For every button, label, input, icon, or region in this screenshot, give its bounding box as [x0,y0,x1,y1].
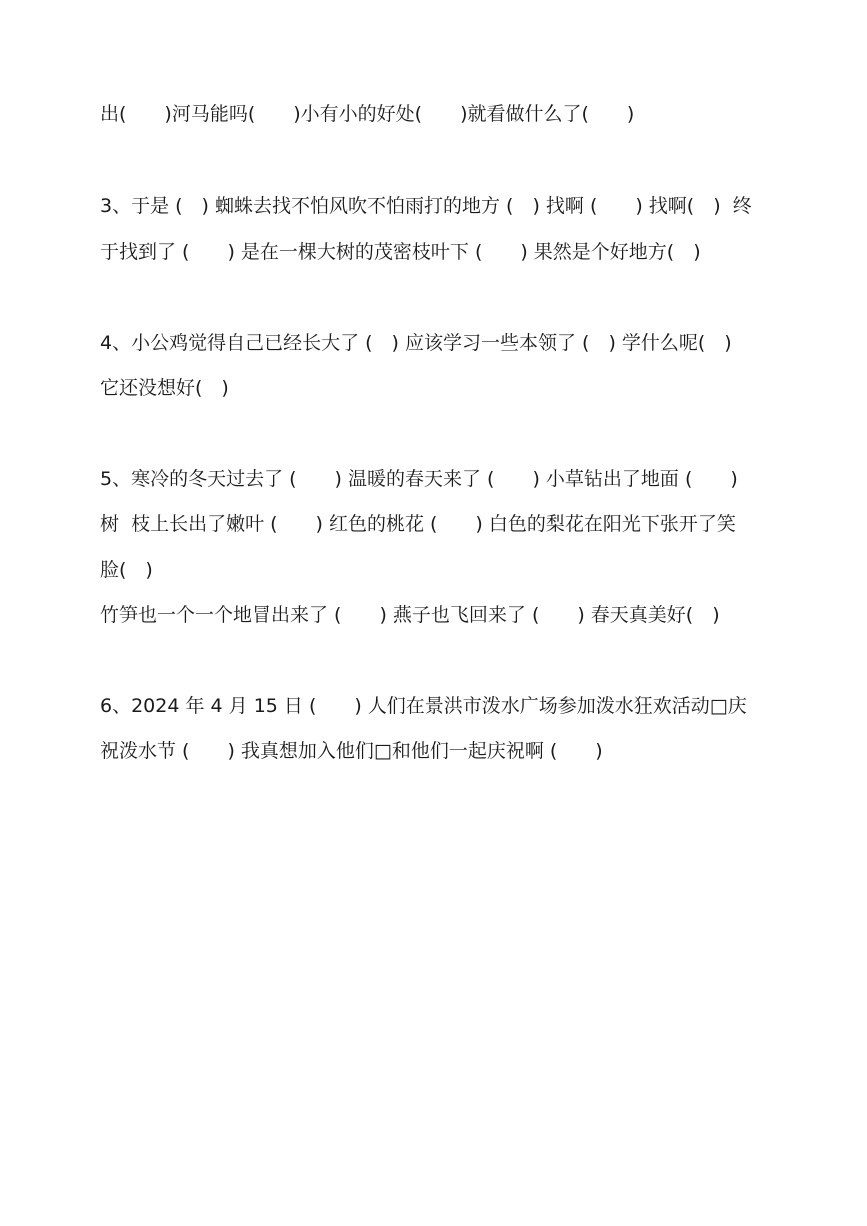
text-line: 脸( ) [100,559,153,581]
text-line: 4、小公鸡觉得自己已经长大了 ( ) 应该学习一些本领了 ( ) 学什么呢( ) [100,332,732,354]
text-line: 6、2024 年 4 月 15 日 ( ) 人们在景洪市泼水广场参加泼水狂欢活动□庆 [100,695,747,717]
text-line: 祝泼水节 ( ) 我真想加入他们□和他们一起庆祝啊 ( ) [100,740,603,762]
text-line: 3、于是 ( ) 蜘蛛去找不怕风吹不怕雨打的地方 ( ) 找啊 ( ) 找啊( ) 终 [100,195,752,217]
text-line: 5、寒冷的冬天过去了 ( ) 温暖的春天来了 ( ) 小草钻出了地面 ( ) [100,468,738,490]
text-line: 竹笋也一个一个地冒出来了 ( ) 燕子也飞回来了 ( ) 春天真美好( ) [100,604,720,626]
text-line: 树 枝上长出了嫩叶 ( ) 红色的桃花 ( ) 白色的梨花在阳光下张开了笑 [100,513,736,535]
text-line: 出( )河马能吗( )小有小的好处( )就看做什么了( ) [100,103,635,125]
text-line: 它还没想好( ) [100,377,229,399]
text-line: 于找到了 ( ) 是在一棵大树的茂密枝叶下 ( ) 果然是个好地方( ) [100,241,701,263]
